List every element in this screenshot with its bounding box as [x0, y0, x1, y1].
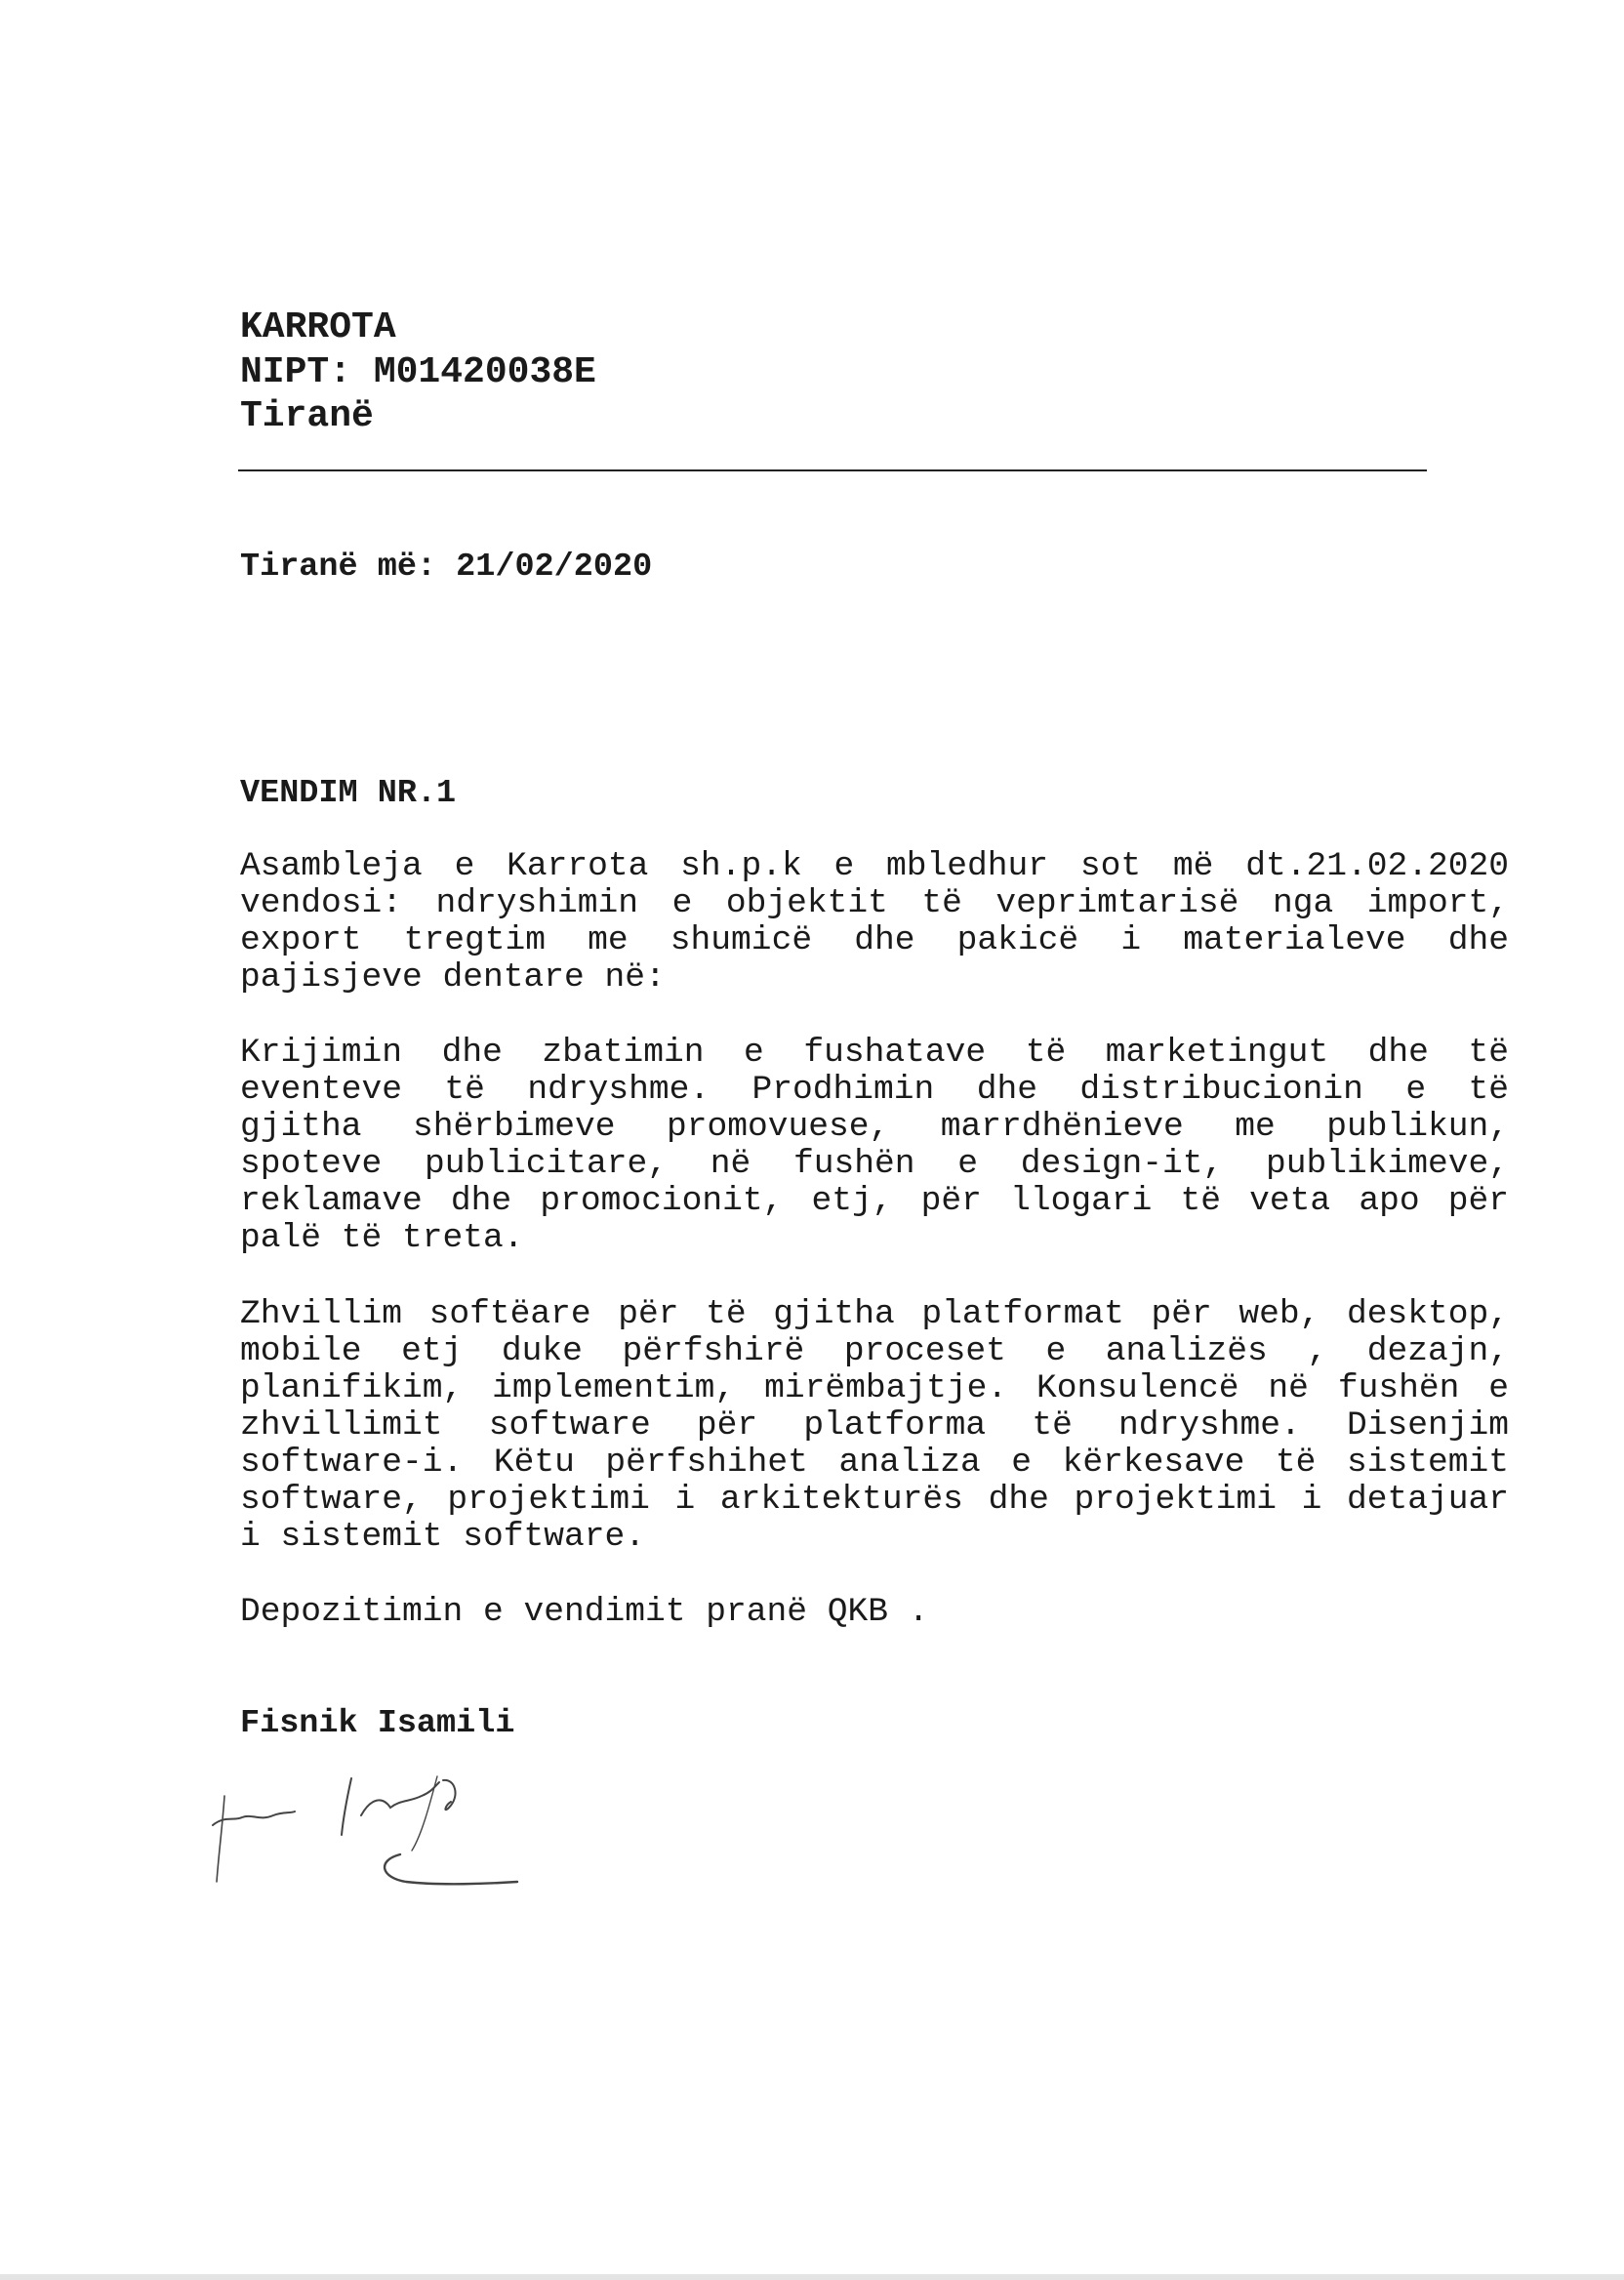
paragraph-1 [240, 848, 1509, 997]
text-line: spoteve publicitare, në fushën e design-it, publikimeve, [240, 1145, 1509, 1183]
paragraph-2 [240, 1035, 1509, 1257]
text-line: eventeve të ndryshme. Prodhimin dhe distribucionin e të [240, 1071, 1509, 1109]
text-line: Depozitimin e vendimit pranë QKB . [240, 1593, 929, 1631]
company-name: KARROTA [240, 306, 396, 348]
text-line: zhvillimit software për platforma të ndryshme. Disenjim [240, 1406, 1509, 1445]
decision-title: VENDIM NR.1 [240, 775, 457, 812]
company-nipt: NIPT: M01420038E [240, 351, 596, 393]
page-edge [0, 2274, 1624, 2280]
text-line: mobile etj duke përfshirë proceset e analizës , dezajn, [240, 1332, 1509, 1370]
text-line: software-i. Këtu përfshihet analiza e kërkesave të sistemit [240, 1444, 1509, 1482]
paragraph-4 [240, 1594, 1509, 1631]
header-divider [238, 469, 1427, 471]
paragraph-3 [240, 1296, 1509, 1556]
handwritten-signature [205, 1757, 556, 1903]
text-line: vendosi: ndryshimin e objektit të veprimtarisë nga import, [240, 884, 1509, 922]
text-line: Zhvillim softëare për të gjitha platformat për web, desktop, [240, 1295, 1509, 1333]
text-line: Krijimin dhe zbatimin e fushatave të marketingut dhe të [240, 1034, 1509, 1072]
company-city: Tiranë [240, 395, 374, 437]
text-line: i sistemit software. [240, 1518, 646, 1556]
date-line: Tiranë më: 21/02/2020 [240, 549, 653, 586]
text-line: pajisjeve dentare në: [240, 958, 666, 997]
text-line: software, projektimi i arkitekturës dhe projektimi i detajuar [240, 1481, 1509, 1519]
text-line: Asambleja e Karrota sh.p.k e mbledhur sot më dt.21.02.2020 [240, 847, 1509, 885]
text-line: gjitha shërbimeve promovuese, marrdhënieve me publikun, [240, 1108, 1509, 1146]
text-line: reklamave dhe promocionit, etj, për llogari të veta apo për [240, 1182, 1509, 1220]
text-line: planifikim, implementim, mirëmbajtje. Konsulencë në fushën e [240, 1369, 1509, 1407]
text-line: palë të treta. [240, 1219, 524, 1257]
text-line: export tregtim me shumicë dhe pakicë i materialeve dhe [240, 921, 1509, 959]
signatory-name: Fisnik Isamili [240, 1705, 515, 1742]
